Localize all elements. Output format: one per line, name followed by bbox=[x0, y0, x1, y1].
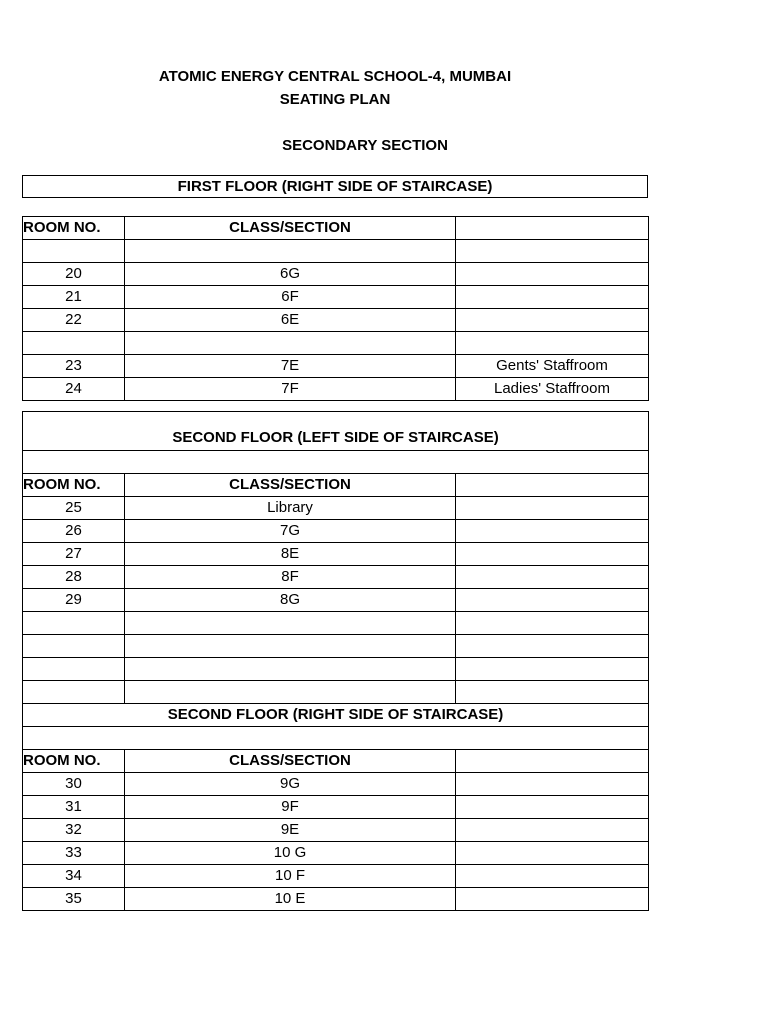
class-section: 10 E bbox=[125, 888, 456, 911]
room-number: 23 bbox=[23, 355, 125, 378]
empty-cell bbox=[456, 474, 649, 497]
table-row bbox=[23, 566, 649, 589]
table-row bbox=[23, 543, 649, 566]
table-row bbox=[23, 497, 649, 520]
table-row bbox=[23, 263, 649, 286]
class-section: 8F bbox=[125, 566, 456, 589]
class-section: 8G bbox=[125, 589, 456, 612]
room-number: 20 bbox=[23, 263, 125, 286]
room-number: 24 bbox=[23, 378, 125, 401]
class-section: 7F bbox=[125, 378, 456, 401]
room-number: 25 bbox=[23, 497, 125, 520]
table-row bbox=[23, 451, 649, 474]
room-number: 28 bbox=[23, 566, 125, 589]
table-row bbox=[23, 612, 649, 635]
table-row bbox=[23, 796, 649, 819]
plan-title: SEATING PLAN bbox=[279, 91, 391, 108]
room-number: 32 bbox=[23, 819, 125, 842]
section-title-row bbox=[23, 412, 649, 451]
second-floor-left-title: SECOND FLOOR (LEFT SIDE OF STAIRCASE) bbox=[23, 412, 649, 451]
table-row bbox=[23, 888, 649, 911]
second-floor-table bbox=[22, 411, 649, 911]
table-row bbox=[23, 842, 649, 865]
table-row bbox=[23, 773, 649, 796]
room-no-header: ROOM NO. bbox=[23, 217, 125, 240]
room-number: 29 bbox=[23, 589, 125, 612]
table-row bbox=[23, 635, 649, 658]
table-row bbox=[23, 865, 649, 888]
class-section: 7G bbox=[125, 520, 456, 543]
room-note: Ladies' Staffroom bbox=[456, 378, 649, 401]
room-note bbox=[456, 309, 649, 332]
class-section: Library bbox=[125, 497, 456, 520]
table-row bbox=[23, 240, 649, 263]
room-number: 31 bbox=[23, 796, 125, 819]
section-title-row bbox=[23, 704, 649, 727]
table-header-row bbox=[23, 750, 649, 773]
class-section-header: CLASS/SECTION bbox=[125, 750, 456, 773]
room-note: Gents' Staffroom bbox=[456, 355, 649, 378]
section-title: SECONDARY SECTION bbox=[282, 137, 448, 154]
room-no-header: ROOM NO. bbox=[23, 750, 125, 773]
room-note bbox=[456, 263, 649, 286]
class-section: 9F bbox=[125, 796, 456, 819]
room-number: 27 bbox=[23, 543, 125, 566]
class-section: 10 F bbox=[125, 865, 456, 888]
room-number: 34 bbox=[23, 865, 125, 888]
school-title: ATOMIC ENERGY CENTRAL SCHOOL-4, MUMBAI bbox=[158, 68, 512, 85]
first-floor-title: FIRST FLOOR (RIGHT SIDE OF STAIRCASE) bbox=[22, 175, 648, 198]
table-row bbox=[23, 309, 649, 332]
class-section: 6F bbox=[125, 286, 456, 309]
class-section: 9G bbox=[125, 773, 456, 796]
table-row bbox=[23, 378, 649, 401]
table-row bbox=[23, 520, 649, 543]
second-floor-right-title: SECOND FLOOR (RIGHT SIDE OF STAIRCASE) bbox=[23, 704, 649, 727]
class-section: 7E bbox=[125, 355, 456, 378]
table-row bbox=[23, 819, 649, 842]
class-section: 6G bbox=[125, 263, 456, 286]
class-section: 9E bbox=[125, 819, 456, 842]
room-no-header: ROOM NO. bbox=[23, 474, 125, 497]
table-header-row bbox=[23, 474, 649, 497]
table-row bbox=[23, 681, 649, 704]
class-section-header: CLASS/SECTION bbox=[125, 217, 456, 240]
table-row bbox=[23, 727, 649, 750]
class-section-header: CLASS/SECTION bbox=[125, 474, 456, 497]
class-section: 10 G bbox=[125, 842, 456, 865]
room-number: 30 bbox=[23, 773, 125, 796]
table-row bbox=[23, 658, 649, 681]
table-row bbox=[23, 355, 649, 378]
empty-cell bbox=[456, 217, 649, 240]
class-section: 6E bbox=[125, 309, 456, 332]
table-header-row bbox=[23, 217, 649, 240]
room-number: 21 bbox=[23, 286, 125, 309]
table-row bbox=[23, 286, 649, 309]
room-number: 22 bbox=[23, 309, 125, 332]
table-row bbox=[23, 589, 649, 612]
room-number: 33 bbox=[23, 842, 125, 865]
first-floor-table bbox=[22, 216, 649, 401]
room-number: 35 bbox=[23, 888, 125, 911]
table-row bbox=[23, 332, 649, 355]
room-number: 26 bbox=[23, 520, 125, 543]
class-section: 8E bbox=[125, 543, 456, 566]
empty-cell bbox=[456, 750, 649, 773]
room-note bbox=[456, 286, 649, 309]
